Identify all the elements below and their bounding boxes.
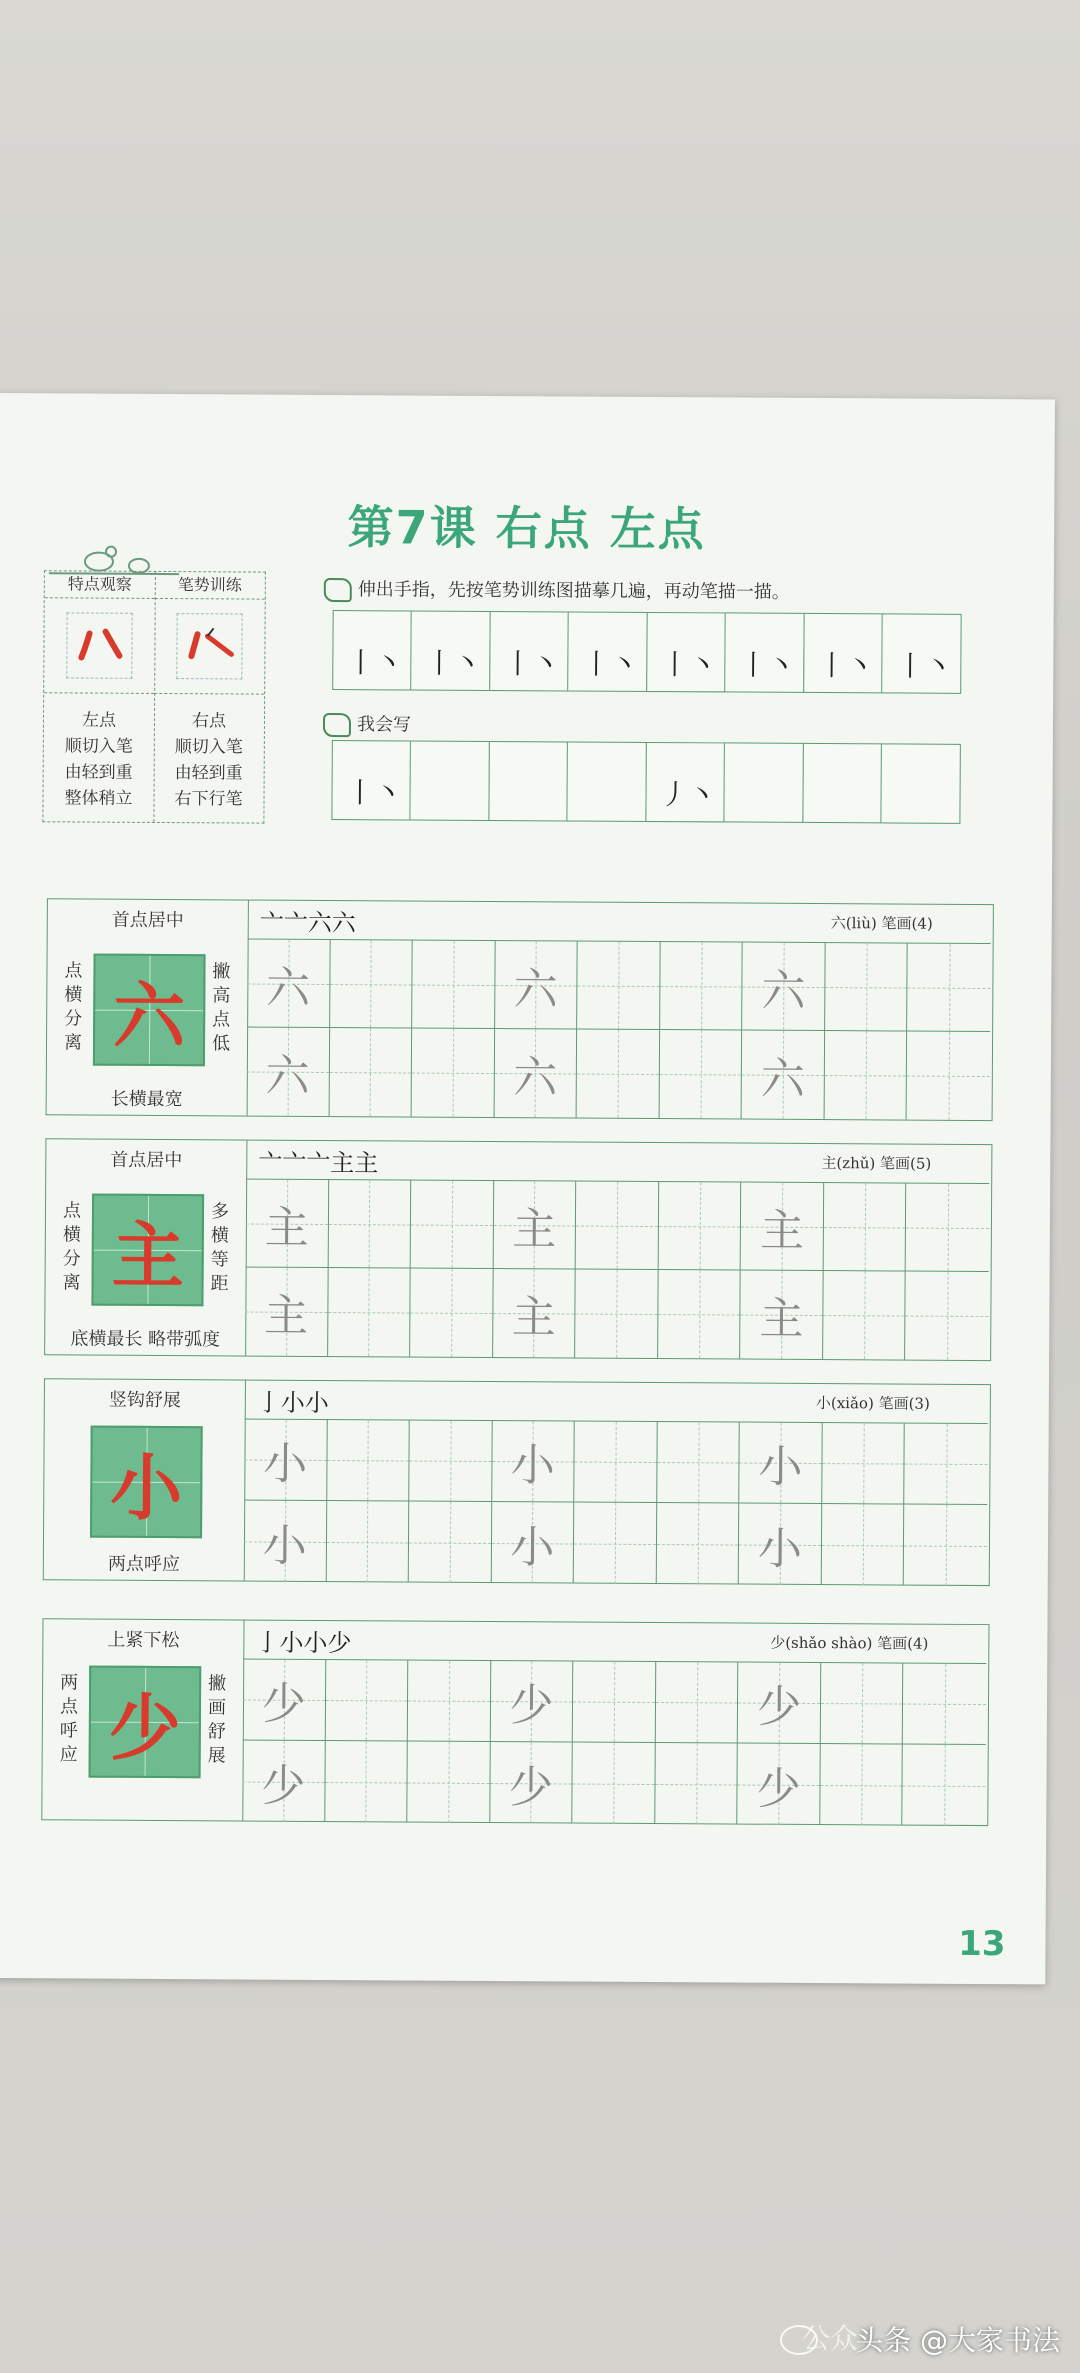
writing-cell[interactable] bbox=[738, 1663, 821, 1745]
writing-cell[interactable] bbox=[655, 1662, 738, 1744]
trace-character: 主 bbox=[759, 1293, 804, 1345]
practice-cell[interactable] bbox=[645, 742, 725, 822]
guide-right-label: 撇画舒展 bbox=[207, 1673, 227, 1767]
dot-stroke-sample bbox=[66, 612, 132, 678]
writing-cell[interactable] bbox=[326, 1501, 409, 1583]
pinyin-stroke-count: 主(zhǔ) 笔画(5) bbox=[821, 1154, 932, 1173]
model-character: 主 bbox=[111, 1212, 184, 1299]
character-block bbox=[44, 1138, 992, 1361]
writing-cell[interactable] bbox=[407, 1742, 490, 1824]
write-stroke: 丨丶 bbox=[345, 776, 403, 810]
character-block bbox=[41, 1618, 989, 1826]
trace-instruction bbox=[324, 575, 790, 605]
writing-cell[interactable] bbox=[575, 1270, 658, 1359]
practice-cell[interactable] bbox=[331, 740, 411, 820]
trace-stroke: 丨丶 bbox=[425, 646, 482, 680]
practice-cell[interactable] bbox=[803, 613, 883, 693]
writing-cell[interactable] bbox=[244, 1420, 327, 1502]
practice-cell[interactable] bbox=[723, 742, 803, 822]
writing-cell[interactable] bbox=[742, 943, 825, 1032]
writing-cell[interactable] bbox=[492, 1421, 575, 1503]
trace-instruction-text: 伸出手指，先按笔势训练图描摹几遍，再动笔描一描。 bbox=[357, 579, 790, 603]
trace-character: 小 bbox=[757, 1523, 803, 1575]
writing-cell[interactable] bbox=[659, 1030, 742, 1119]
observation-heading: 特点观察 bbox=[45, 571, 155, 599]
writing-cell[interactable] bbox=[658, 1270, 741, 1359]
writing-cell[interactable] bbox=[493, 1181, 576, 1270]
writing-cell[interactable] bbox=[327, 1420, 410, 1502]
training-heading: 笔势训练 bbox=[155, 572, 265, 600]
practice-cell[interactable] bbox=[488, 741, 568, 821]
trace-stroke: 丨丶 bbox=[346, 646, 403, 680]
trace-character: 小 bbox=[510, 1440, 556, 1492]
writing-cell[interactable] bbox=[410, 1269, 493, 1358]
writing-cell[interactable] bbox=[574, 1422, 657, 1504]
trace-character: 主 bbox=[263, 1290, 309, 1342]
practice-cell[interactable] bbox=[646, 612, 726, 692]
practice-cell[interactable] bbox=[410, 611, 490, 691]
writing-cell[interactable] bbox=[247, 1028, 330, 1117]
writing-cell[interactable] bbox=[325, 1741, 408, 1823]
trace-character: 小 bbox=[758, 1441, 803, 1493]
writing-cell[interactable] bbox=[903, 1745, 986, 1827]
training-glyph-box bbox=[154, 599, 265, 695]
writing-cell[interactable] bbox=[412, 941, 495, 1030]
trace-character: 少 bbox=[756, 1763, 801, 1815]
writing-cell[interactable] bbox=[495, 941, 578, 1030]
stroke-order: 亠亠六六 bbox=[259, 908, 356, 938]
trace-practice-row bbox=[333, 610, 961, 694]
practice-cell[interactable] bbox=[566, 741, 646, 821]
writing-grid bbox=[244, 1419, 988, 1587]
writing-cell[interactable] bbox=[242, 1741, 325, 1823]
writing-cell[interactable] bbox=[824, 1031, 907, 1120]
writing-cell[interactable] bbox=[739, 1504, 822, 1586]
writing-cell[interactable] bbox=[246, 1180, 329, 1269]
character-block bbox=[46, 898, 994, 1121]
write-instruction-text: 我会写 bbox=[356, 714, 412, 736]
page-number: 13 bbox=[958, 1923, 1006, 1965]
writing-cell[interactable] bbox=[328, 1180, 411, 1269]
stroke-order: 亠亠亠主主 bbox=[258, 1148, 379, 1178]
writing-cell[interactable] bbox=[906, 1184, 989, 1273]
writing-cell[interactable] bbox=[490, 1742, 573, 1824]
practice-cell[interactable] bbox=[724, 612, 804, 692]
writing-cell[interactable] bbox=[573, 1662, 656, 1744]
writing-cell[interactable] bbox=[905, 1424, 988, 1506]
training-line: 顺切入笔 bbox=[174, 737, 243, 758]
trace-stroke: 丨丶 bbox=[739, 648, 796, 682]
writing-cell[interactable] bbox=[490, 1661, 573, 1743]
writing-cell[interactable] bbox=[658, 1182, 741, 1271]
guide-top-label: 竖钩舒展 bbox=[108, 1389, 181, 1412]
pinyin-stroke-count: 小(xiǎo) 笔画(3) bbox=[815, 1394, 930, 1413]
model-character-box bbox=[90, 1426, 203, 1539]
observation-line: 左点 bbox=[81, 710, 117, 731]
writing-cell[interactable] bbox=[411, 1181, 494, 1270]
writing-cell[interactable] bbox=[740, 1423, 823, 1505]
trace-stroke: 丨丶 bbox=[660, 648, 717, 682]
trace-character: 六 bbox=[761, 965, 806, 1017]
writing-cell[interactable] bbox=[741, 1183, 824, 1272]
observation-panel bbox=[42, 570, 266, 823]
writing-cell[interactable] bbox=[245, 1268, 328, 1357]
trace-stroke: 丨丶 bbox=[503, 647, 560, 681]
trace-character: 六 bbox=[265, 962, 311, 1014]
writing-cell[interactable] bbox=[574, 1503, 657, 1585]
writing-cell[interactable] bbox=[907, 944, 990, 1033]
trace-character: 主 bbox=[264, 1202, 309, 1254]
character-guide-panel bbox=[45, 1139, 247, 1355]
writing-cell[interactable] bbox=[907, 1032, 990, 1121]
model-character-box bbox=[93, 954, 206, 1067]
watermark: 头条 @大家书法 bbox=[855, 2324, 1060, 2357]
writing-cell[interactable] bbox=[494, 1029, 577, 1118]
trace-character: 小 bbox=[263, 1438, 308, 1490]
guide-left-label: 点横分离 bbox=[62, 1200, 82, 1294]
model-character-box bbox=[91, 1194, 204, 1307]
trace-stroke: 丨丶 bbox=[817, 649, 874, 683]
writing-cell[interactable] bbox=[409, 1421, 492, 1503]
writing-cell[interactable] bbox=[576, 1182, 659, 1271]
character-guide-panel bbox=[44, 1379, 246, 1580]
writing-cell[interactable] bbox=[409, 1502, 492, 1584]
lesson-title: 第7课 右点 左点 bbox=[347, 500, 706, 557]
trace-character: 主 bbox=[759, 1205, 805, 1257]
writing-cell[interactable] bbox=[408, 1661, 491, 1743]
stroke-order: 亅小小少 bbox=[255, 1628, 352, 1658]
guide-right-label: 多横等距 bbox=[210, 1201, 230, 1295]
trace-character: 六 bbox=[513, 963, 558, 1015]
observation-glyph-box bbox=[44, 598, 155, 694]
writing-cell[interactable] bbox=[825, 943, 908, 1032]
practice-cell[interactable] bbox=[489, 611, 569, 691]
workbook-page bbox=[0, 393, 1055, 1984]
observation-column bbox=[43, 571, 156, 822]
guide-left-label: 两点呼应 bbox=[59, 1672, 79, 1766]
writing-cell[interactable] bbox=[577, 1030, 660, 1119]
observation-line: 由轻到重 bbox=[64, 762, 133, 783]
writing-cell[interactable] bbox=[243, 1660, 326, 1742]
writing-cell[interactable] bbox=[820, 1744, 903, 1826]
practice-cell[interactable] bbox=[880, 743, 960, 823]
observation-line: 整体稍立 bbox=[64, 788, 133, 809]
training-column bbox=[153, 572, 265, 823]
writing-cell[interactable] bbox=[572, 1743, 655, 1825]
write-stroke: 丿丶 bbox=[659, 778, 717, 812]
trace-character: 六 bbox=[265, 1050, 310, 1102]
writing-cell[interactable] bbox=[330, 940, 413, 1029]
training-line: 由轻到重 bbox=[174, 763, 243, 784]
watermark-faint: 公众 bbox=[802, 2322, 859, 2355]
guide-top-label: 上紧下松 bbox=[107, 1629, 180, 1652]
guide-left-label: 点横分离 bbox=[63, 960, 83, 1054]
trace-character: 少 bbox=[261, 1760, 306, 1812]
writing-cell[interactable] bbox=[247, 940, 330, 1029]
hand-icon bbox=[324, 578, 352, 602]
character-block bbox=[43, 1378, 991, 1586]
writing-cell[interactable] bbox=[738, 1744, 821, 1826]
writing-cell[interactable] bbox=[244, 1501, 327, 1583]
writing-cell[interactable] bbox=[822, 1423, 905, 1505]
writing-cell[interactable] bbox=[904, 1505, 987, 1587]
writing-grid bbox=[242, 1659, 986, 1827]
trace-character: 六 bbox=[513, 1052, 558, 1104]
writing-cell[interactable] bbox=[823, 1271, 906, 1360]
write-practice-row bbox=[332, 740, 960, 824]
writing-cell[interactable] bbox=[325, 1660, 408, 1742]
trace-character: 主 bbox=[512, 1203, 557, 1255]
writing-cell[interactable] bbox=[577, 942, 660, 1031]
practice-cell[interactable] bbox=[332, 610, 412, 690]
writing-cell[interactable] bbox=[655, 1743, 738, 1825]
trace-character: 少 bbox=[509, 1680, 554, 1732]
writing-cell[interactable] bbox=[657, 1422, 740, 1504]
trace-stroke: 丨丶 bbox=[582, 647, 639, 681]
guide-bottom-label: 两点呼应 bbox=[107, 1553, 180, 1576]
writing-cell[interactable] bbox=[329, 1028, 412, 1117]
guide-right-label: 撇高点低 bbox=[211, 961, 231, 1055]
practice-cell[interactable] bbox=[881, 613, 961, 693]
model-character: 少 bbox=[108, 1684, 182, 1771]
training-line: 右下行笔 bbox=[174, 789, 243, 810]
character-guide-panel bbox=[47, 899, 249, 1115]
training-line: 右点 bbox=[191, 711, 227, 732]
writing-cell[interactable] bbox=[903, 1664, 986, 1746]
practice-cell[interactable] bbox=[567, 611, 647, 691]
hand-icon bbox=[323, 713, 351, 737]
model-character-box bbox=[89, 1666, 202, 1779]
writing-grid bbox=[247, 939, 991, 1121]
trace-character: 少 bbox=[508, 1761, 554, 1813]
guide-bottom-label: 底横最长 略带弧度 bbox=[70, 1328, 221, 1351]
practice-cell[interactable] bbox=[802, 743, 882, 823]
writing-cell[interactable] bbox=[740, 1271, 823, 1360]
brush-motion-sample bbox=[176, 613, 242, 679]
trace-character: 小 bbox=[510, 1521, 555, 1573]
trace-character: 少 bbox=[261, 1678, 306, 1730]
stroke-order: 亅小小 bbox=[256, 1388, 329, 1418]
practice-cell[interactable] bbox=[409, 741, 489, 821]
guide-bottom-label: 长横最宽 bbox=[110, 1088, 183, 1111]
character-guide-panel bbox=[42, 1619, 244, 1820]
guide-top-label: 首点居中 bbox=[111, 909, 184, 932]
trace-character: 小 bbox=[262, 1520, 307, 1572]
pinyin-stroke-count: 少(shǎo shào) 笔画(4) bbox=[770, 1633, 929, 1653]
trace-stroke: 丨丶 bbox=[896, 649, 953, 683]
writing-cell[interactable] bbox=[742, 1031, 825, 1120]
writing-cell[interactable] bbox=[491, 1502, 574, 1584]
trace-character: 少 bbox=[756, 1681, 802, 1733]
model-character: 小 bbox=[110, 1444, 183, 1531]
guide-top-label: 首点居中 bbox=[110, 1149, 183, 1172]
trace-character: 六 bbox=[760, 1053, 806, 1105]
writing-grid bbox=[245, 1179, 989, 1361]
model-character: 六 bbox=[112, 972, 186, 1059]
writing-cell[interactable] bbox=[493, 1269, 576, 1358]
writing-cell[interactable] bbox=[660, 942, 743, 1031]
writing-cell[interactable] bbox=[412, 1029, 495, 1118]
writing-cell[interactable] bbox=[822, 1504, 905, 1586]
writing-cell[interactable] bbox=[905, 1272, 988, 1361]
pinyin-stroke-count: 六(liù) 笔画(4) bbox=[830, 914, 933, 933]
write-instruction bbox=[323, 710, 411, 738]
writing-cell[interactable] bbox=[821, 1663, 904, 1745]
writing-cell[interactable] bbox=[656, 1503, 739, 1585]
writing-cell[interactable] bbox=[328, 1268, 411, 1357]
writing-cell[interactable] bbox=[823, 1183, 906, 1272]
observation-line: 顺切入笔 bbox=[64, 736, 133, 757]
trace-character: 主 bbox=[511, 1292, 556, 1344]
